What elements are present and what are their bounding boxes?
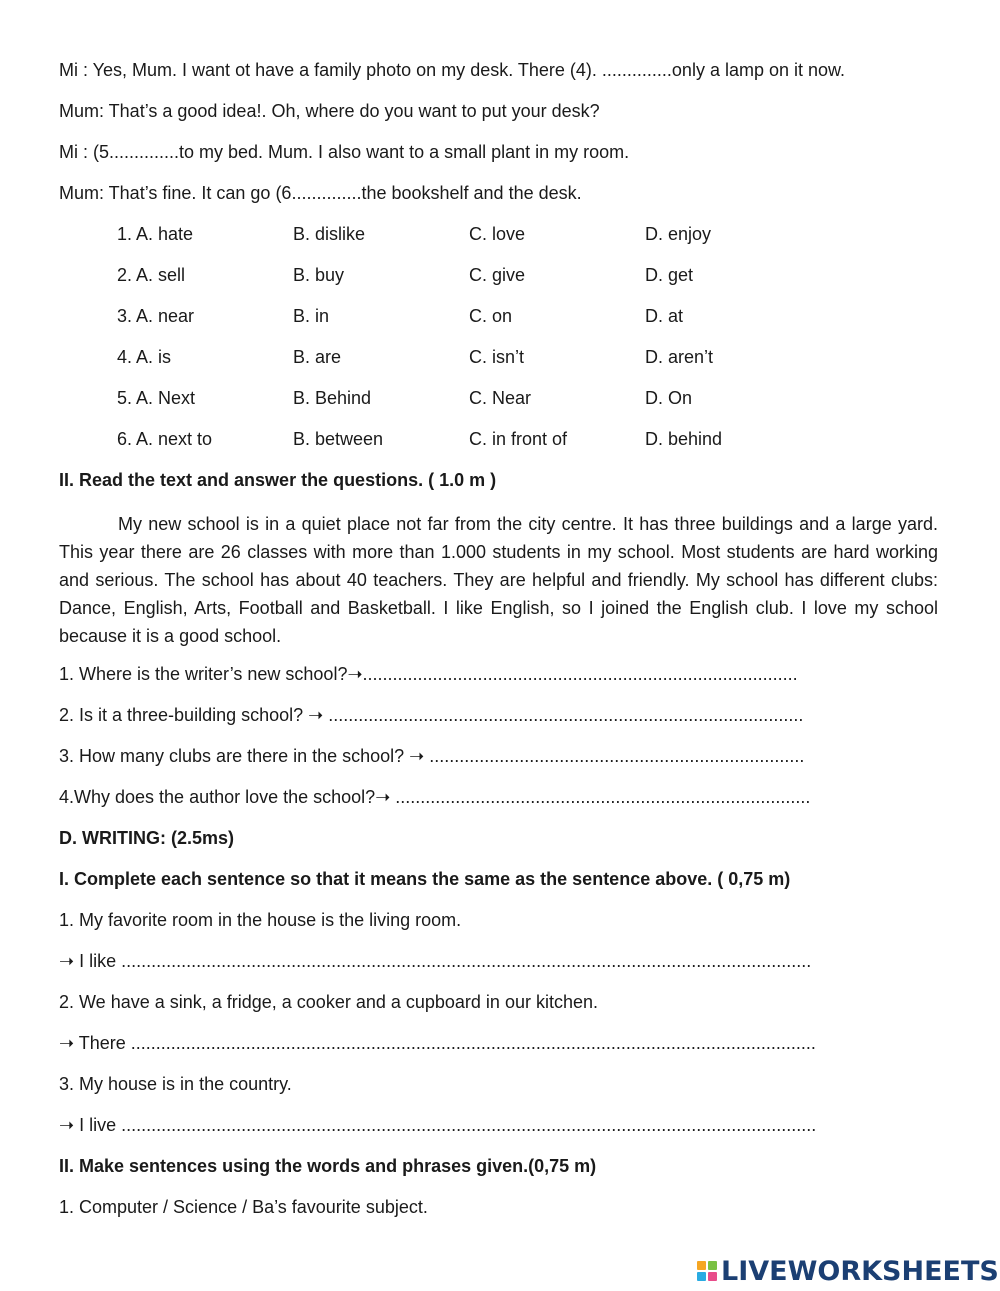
reading-question-2: 2. Is it a three-building school? ➝ ...............................................................................................	[59, 705, 804, 725]
option-c: C. on	[469, 306, 513, 326]
option-c: C. love	[469, 224, 526, 244]
reading-passage: My new school is in a quiet place not far from the city centre. It has three buildings and a large yard. This year there are 26 classes with more than 1.000 students in my school. Most students are hard working and serious. The school has about 40 teachers. They are helpful and friendly. My school has different clubs: Dance, English, Arts, Football and Basketball. I like English, so I joined the English club. I love my school because it is a good school.	[59, 514, 938, 646]
reading-heading: II. Read the text and answer the questions. ( 1.0 m )	[59, 470, 497, 490]
option-row-1	[0, 224, 1000, 248]
option-b: B. between	[293, 429, 384, 449]
writing-answer-3: ➝ I live ...........................................................................................................................................	[59, 1115, 817, 1135]
liveworksheets-logo	[697, 1254, 999, 1288]
option-b: B. are	[293, 347, 342, 367]
writing-heading: D. WRITING: (2.5ms)	[59, 828, 235, 848]
option-b: B. Behind	[293, 388, 372, 408]
option-c: C. in front of	[469, 429, 568, 449]
option-row-3	[0, 306, 1000, 330]
writing-answer-1: ➝ I like ..........................................................................................................................................	[59, 951, 812, 971]
option-a: 5. A. Next	[117, 388, 196, 408]
logo-square-2	[708, 1261, 717, 1270]
option-a: 1. A. hate	[117, 224, 194, 244]
writing-answer-2: ➝ There .........................................................................................................................................	[59, 1033, 816, 1053]
logo-square-1	[697, 1261, 706, 1270]
option-d: D. get	[645, 265, 694, 285]
option-row-4	[0, 347, 1000, 371]
option-b: B. buy	[293, 265, 345, 285]
option-d: D. enjoy	[645, 224, 712, 244]
logo-square-4	[708, 1272, 717, 1281]
option-d: D. behind	[645, 429, 723, 449]
option-c: C. give	[469, 265, 526, 285]
option-d: D. On	[645, 388, 693, 408]
option-c: C. Near	[469, 388, 532, 408]
option-a: 3. A. near	[117, 306, 195, 326]
option-d: D. aren’t	[645, 347, 714, 367]
option-c: C. isn’t	[469, 347, 525, 367]
option-a: 6. A. next to	[117, 429, 213, 449]
option-row-2	[0, 265, 1000, 289]
option-row-5	[0, 388, 1000, 412]
option-row-6	[0, 429, 1000, 453]
dialogue-line-3: Mi : (5..............to my bed. Mum. I also want to a small plant in my room.	[59, 142, 630, 162]
option-b: B. in	[293, 306, 330, 326]
writing-section2-item-1: 1. Computer / Science / Ba’s favourite subject.	[59, 1197, 428, 1217]
logo-text: LIVEWORKSHEETS	[721, 1255, 999, 1287]
writing-section1-heading: I. Complete each sentence so that it means the same as the sentence above. ( 0,75 m)	[59, 869, 791, 889]
logo-grid-icon	[697, 1261, 717, 1281]
reading-question-3: 3. How many clubs are there in the school? ➝ ...........................................................................	[59, 746, 805, 766]
reading-question-4: 4.Why does the author love the school?➝ ...................................................................................	[59, 787, 811, 807]
reading-question-1: 1. Where is the writer’s new school?➝.......................................................................................	[59, 664, 798, 684]
dialogue-line-1: Mi : Yes, Mum. I want ot have a family photo on my desk. There (4). ..............only a lamp on it now.	[59, 60, 846, 80]
dialogue-line-2: Mum: That’s a good idea!. Oh, where do you want to put your desk?	[59, 101, 600, 121]
writing-item-3: 3. My house is in the country.	[59, 1074, 292, 1094]
option-d: D. at	[645, 306, 684, 326]
option-a: 2. A. sell	[117, 265, 186, 285]
writing-item-1: 1. My favorite room in the house is the living room.	[59, 910, 462, 930]
logo-square-3	[697, 1272, 706, 1281]
dialogue-line-4: Mum: That’s fine. It can go (6..............the bookshelf and the desk.	[59, 183, 582, 203]
writing-item-2: 2. We have a sink, a fridge, a cooker and a cupboard in our kitchen.	[59, 992, 598, 1012]
writing-section2-heading: II. Make sentences using the words and phrases given.(0,75 m)	[59, 1156, 597, 1176]
option-b: B. dislike	[293, 224, 366, 244]
option-a: 4. A. is	[117, 347, 172, 367]
